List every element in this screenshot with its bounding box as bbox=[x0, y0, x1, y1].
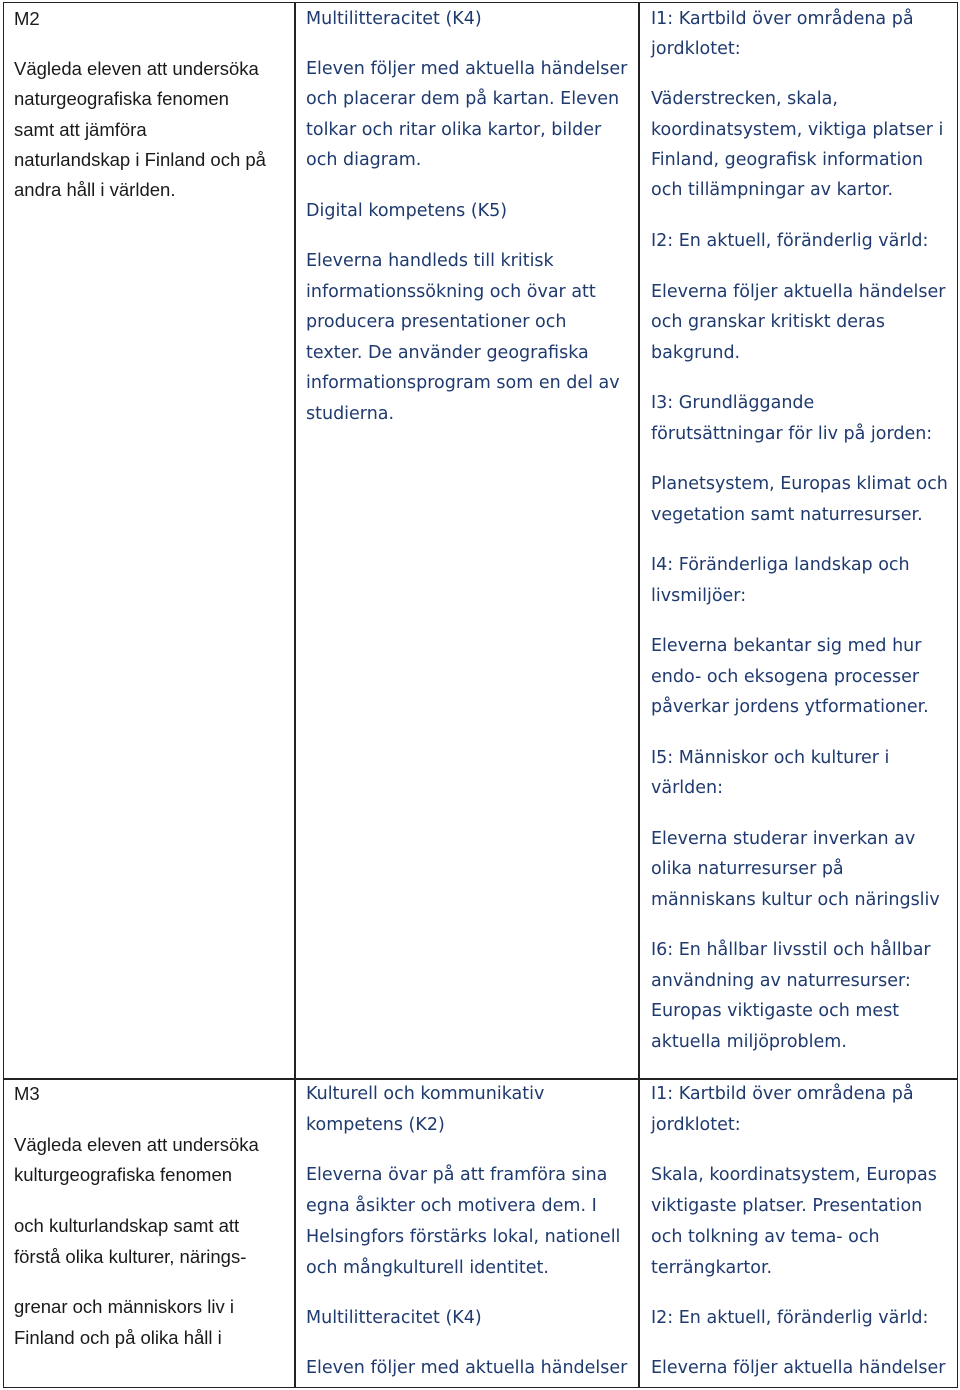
content-heading-i1: jordklotet: bbox=[651, 39, 741, 59]
competence-text-line: tolkar och ritar olika kartor, bilder bbox=[306, 120, 602, 140]
content-heading-i5: I5: Människor och kulturer i bbox=[651, 748, 890, 768]
goal-code: M2 bbox=[14, 8, 40, 29]
competence-text-line: Helsingfors förstärks lokal, nationell bbox=[306, 1227, 621, 1247]
competence-text-line: och placerar dem på kartan. Eleven bbox=[306, 89, 620, 109]
content-heading-i5: världen: bbox=[651, 778, 723, 798]
content-text-line: vegetation samt naturresurser. bbox=[651, 505, 923, 525]
content-text-line: viktigaste platser. Presentation bbox=[651, 1196, 923, 1216]
content-heading-i2: I2: En aktuell, föränderlig värld: bbox=[651, 231, 929, 251]
goal-text-line: förstå olika kulturer, närings- bbox=[14, 1246, 247, 1267]
competence-heading: kompetens (K2) bbox=[306, 1115, 445, 1135]
goal-text-line: Vägleda eleven att undersöka bbox=[14, 1134, 259, 1155]
goal-text-line: naturlandskap i Finland och på bbox=[14, 149, 266, 170]
goal-text-line: grenar och människors liv i bbox=[14, 1296, 235, 1317]
content-heading-i1: I1: Kartbild över områdena på bbox=[651, 1084, 914, 1104]
content-text-line: Skala, koordinatsystem, Europas bbox=[651, 1165, 937, 1185]
content-heading-i4: livsmiljöer: bbox=[651, 586, 747, 606]
content-heading-i6: I6: En hållbar livsstil och hållbar bbox=[651, 940, 931, 960]
content-text-line: människans kultur och näringsliv bbox=[651, 890, 940, 910]
competence-text-line: studierna. bbox=[306, 404, 395, 424]
content-text-line: Europas viktigaste och mest bbox=[651, 1001, 900, 1021]
competence-heading: Digital kompetens (K5) bbox=[306, 201, 508, 221]
content-text-line: Eleverna följer aktuella händelser bbox=[651, 282, 946, 302]
competence-text-line: informationssökning och övar att bbox=[306, 282, 596, 302]
goal-text-line: Finland och på olika håll i bbox=[14, 1327, 222, 1348]
content-text-line: endo- och eksogena processer bbox=[651, 667, 920, 687]
competence-text-line: texter. De använder geografiska bbox=[306, 343, 589, 363]
competence-heading: Multilitteracitet (K4) bbox=[306, 1308, 482, 1328]
goal-text-line: samt att jämföra bbox=[14, 119, 147, 140]
content-heading-i2: I2: En aktuell, föränderlig värld: bbox=[651, 1308, 929, 1328]
content-text-line: Finland, geografisk information bbox=[651, 150, 924, 170]
content-text-line: Eleverna studerar inverkan av bbox=[651, 829, 916, 849]
competence-text-line: producera presentationer och bbox=[306, 312, 567, 332]
competence-heading: Multilitteracitet (K4) bbox=[306, 9, 482, 29]
goal-code: M3 bbox=[14, 1083, 40, 1104]
content-text-line: och tillämpningar av kartor. bbox=[651, 180, 894, 200]
content-text-line: bakgrund. bbox=[651, 343, 741, 363]
content-text-line: Eleverna bekantar sig med hur bbox=[651, 636, 922, 656]
content-text-line: Planetsystem, Europas klimat och bbox=[651, 474, 948, 494]
content-text-line: aktuella miljöproblem. bbox=[651, 1032, 847, 1052]
content-heading-i4: I4: Föränderliga landskap och bbox=[651, 555, 910, 575]
content-text-line: olika naturresurser på bbox=[651, 859, 844, 879]
competence-text-line: och mångkulturell identitet. bbox=[306, 1258, 549, 1278]
content-text-line: påverkar jordens ytformationer. bbox=[651, 697, 929, 717]
competence-heading: Kulturell och kommunikativ bbox=[306, 1084, 545, 1104]
content-text-line: terrängkartor. bbox=[651, 1258, 773, 1278]
goal-text-line: naturgeografiska fenomen bbox=[14, 88, 229, 109]
content-heading-i6: användning av naturresurser: bbox=[651, 971, 911, 991]
content-text-line: Väderstrecken, skala, bbox=[651, 89, 838, 109]
competence-text-line: informationsprogram som en del av bbox=[306, 373, 620, 393]
competence-text-line: Eleverna övar på att framföra sina bbox=[306, 1165, 608, 1185]
goal-text-line: andra håll i världen. bbox=[14, 179, 176, 200]
content-text-line: och granskar kritiskt deras bbox=[651, 312, 886, 332]
competence-text-line: och diagram. bbox=[306, 150, 422, 170]
competence-text-line: egna åsikter och motivera dem. I bbox=[306, 1196, 597, 1216]
competence-text-line: Eleverna handleds till kritisk bbox=[306, 251, 554, 271]
content-text-line: Eleverna följer aktuella händelser bbox=[651, 1358, 946, 1378]
goal-text-line: kulturgeografiska fenomen bbox=[14, 1164, 233, 1185]
competence-text-line: Eleven följer med aktuella händelser bbox=[306, 1358, 628, 1378]
content-heading-i1: I1: Kartbild över områdena på bbox=[651, 9, 914, 29]
competence-text-line: Eleven följer med aktuella händelser bbox=[306, 59, 628, 79]
goal-text-line: Vägleda eleven att undersöka bbox=[14, 58, 259, 79]
content-heading-i3: I3: Grundläggande bbox=[651, 393, 815, 413]
goal-text-line: och kulturlandskap samt att bbox=[14, 1215, 240, 1236]
content-text-line: koordinatsystem, viktiga platser i bbox=[651, 120, 944, 140]
content-text-line: och tolkning av tema- och bbox=[651, 1227, 880, 1247]
content-heading-i1: jordklotet: bbox=[651, 1115, 741, 1135]
content-heading-i3: förutsättningar för liv på jorden: bbox=[651, 424, 933, 444]
